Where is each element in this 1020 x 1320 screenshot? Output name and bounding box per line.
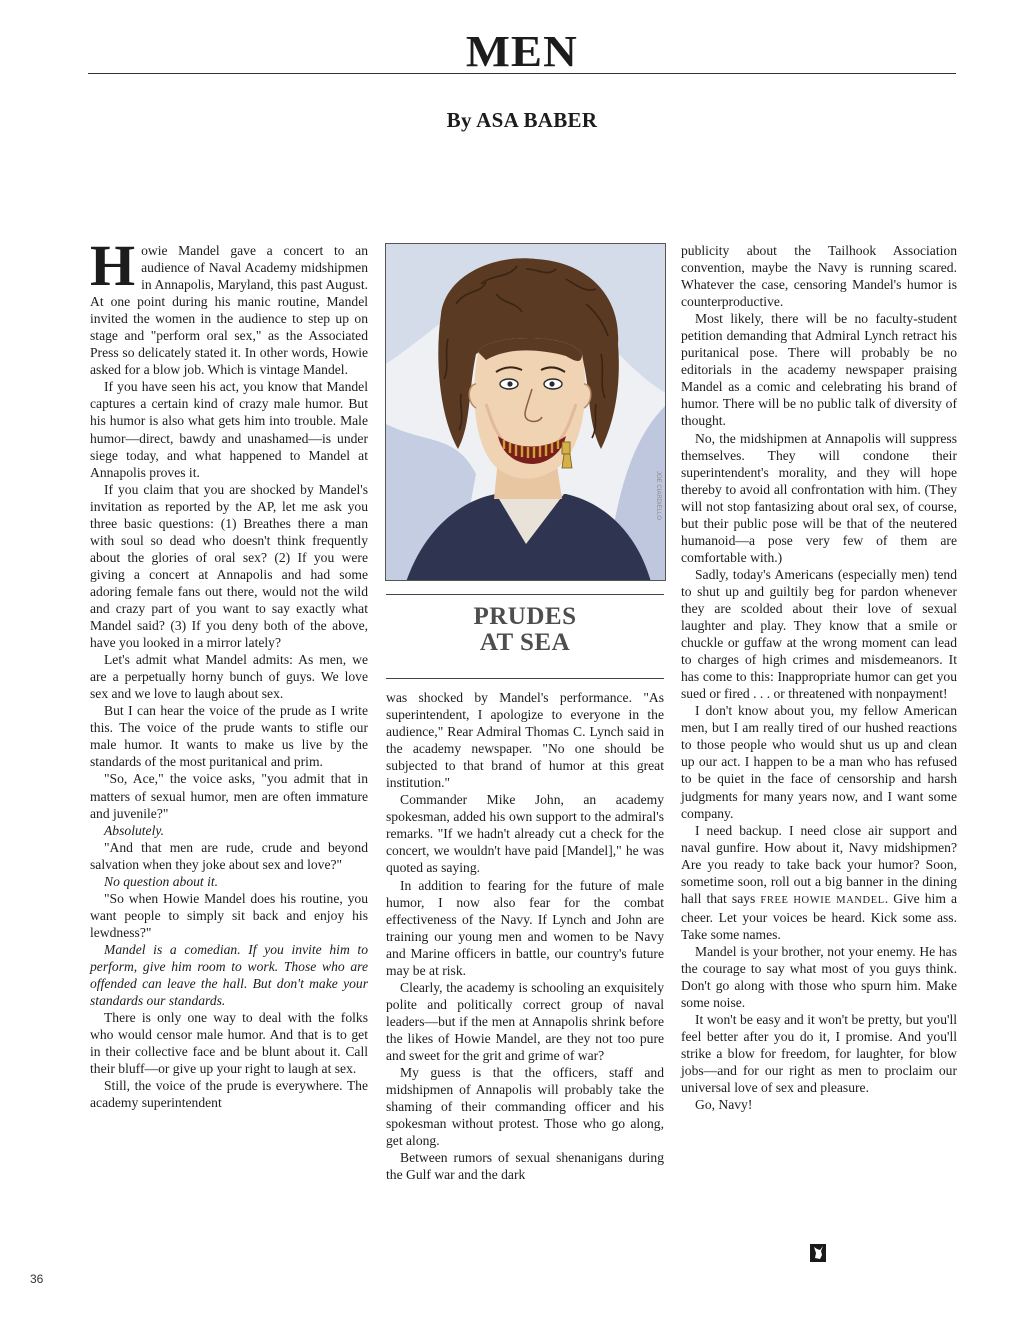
paragraph-text: . Give him a cheer. Let your voices be heard. Kick some ass. Take some names. (681, 890, 957, 942)
paragraph: Let's admit what Mandel admits: As men, we are a perpetually horny bunch of guys. We love sex and we love to laugh about sex. (90, 652, 368, 702)
paragraph: Sadly, today's Americans (especially men) tend to shut up and guiltily beg for pardon whenever they are scolded about their love of sexual laughter and play. They know that a smile or chuckle or guffaw at the wrong moment can lead to charges of high crimes and misdemeanors. It has come to this: Inappropriate humor can get you sued or fired . . . or threatened with nonpayment! (681, 566, 957, 702)
italic-reply: Mandel is a comedian. If you invite him to perform, give him room to work. Those who are offended can leave the hall. But don't make your standards our standards. (90, 941, 368, 1009)
article-headline (386, 604, 664, 656)
article-column-2 (386, 689, 664, 1183)
italic-reply: Absolutely. (104, 822, 165, 838)
paragraph: was shocked by Mandel's performance. "As superintendent, I apologize to everyone in the audience," Rear Admiral Thomas C. Lynch said in the academy newspaper. "No one should be subjected to that brand of humor at this great institution." (386, 690, 664, 791)
portrait-illustration (385, 243, 666, 581)
paragraph: Between rumors of sexual shenanigans during the Gulf war and the dark (386, 1150, 664, 1183)
paragraph: "And that men are rude, crude and beyond salvation when they joke about sex and love?" (90, 839, 368, 872)
paragraph: In addition to fearing for the future of male humor, I now also fear for the combat effectiveness of the Navy. If Lynch and John are training our young men and women to be Navy and Marine officers in battle, our country's future may be at risk. (386, 877, 664, 978)
illustration-credit: JOE CIARDIELLO (655, 470, 661, 520)
paragraph: Go, Navy! (695, 1097, 753, 1113)
paragraph: Most likely, there will be no faculty-student petition demanding that Admiral Lynch retract his puritanical pose. There will probably be no editorials in the academy newspaper praising Mandel as a comic and celebrating his brand of humor. There will be no public talk of diversity of thought. (681, 311, 957, 429)
rabbit-head-endmark-icon (810, 1244, 826, 1262)
paragraph: publicity about the Tailhook Association convention, maybe the Navy is running scared. Whatever the case, censoring Mandel's humor is counterproductive. (681, 243, 957, 310)
article-column-1 (90, 233, 368, 1111)
paragraph: Still, the voice of the prude is everywhere. The academy superintendent (90, 1078, 368, 1111)
paragraph: "So when Howie Mandel does his routine, you want people to simply sit back and enjoy his lewdness?" (90, 890, 368, 940)
byline: By ASA BABER (446, 108, 598, 132)
paragraph: I don't know about you, my fellow American men, but I am really tired of our hushed reactions to those people who would shut us up and clean up our act. I happen to be a man who has refused to be quiet in the face of censorship and harsh judgments for many years now, and I want some company. (681, 703, 957, 821)
masthead-rule (88, 73, 956, 74)
section-title: MEN (466, 27, 578, 76)
headline-line-2: AT SEA (479, 629, 571, 656)
masthead (88, 27, 956, 76)
headline-rule-bottom (386, 678, 664, 679)
paragraph: It won't be easy and it won't be pretty, but you'll feel better after you do it, I promise. And you'll strike a blow for freedom, for laughter, for blow jobs—and for our right as men to proclaim our universal love of sex and pleasure. (681, 1012, 957, 1096)
paragraph: There is only one way to deal with the folks who would censor male humor. And that is to get in their collective face and be blunt about it. Call their bluff—or give up your right to laugh at sex. (90, 1010, 368, 1077)
banner-slogan: FREE HOWIE MANDEL (760, 894, 885, 906)
article-column-3 (681, 242, 957, 1113)
paragraph: Clearly, the academy is schooling an exquisitely polite and politically correct group of naval leaders—but if the men at Annapolis shrink before the likes of Howie Mandel, are they not too pure and sweet for the grit and grime of war? (386, 979, 664, 1063)
paragraph: No, the midshipmen at Annapolis will suppress themselves. They will condone their superintendent's morality, and they will hope thereby to avoid all confrontation with him. (They will not stop fantasizing about oral sex, of course, but their public pose will be that of the neutered humanoid—a pose very few of them are comfortable with.) (681, 430, 957, 565)
paragraph-text: I need backup. I need close air support and naval gunfire. How about it, Navy midshipmen? Are you ready to take back your humor? Soon, sometime soon, roll out a big banner in the dining hall that says (681, 822, 957, 906)
paragraph: Commander Mike John, an academy spokesman, added his own support to the admiral's remarks. "If we hadn't already cut a check for the concert, we wouldn't have paid [Mandel]," he was quoted as saying. (386, 792, 664, 876)
headline-rule-top (386, 594, 664, 595)
portrait-illustration-icon (386, 244, 666, 581)
paragraph (681, 822, 957, 943)
page-number: 36 (30, 1272, 44, 1286)
drop-cap: H (90, 233, 136, 298)
paragraph: If you claim that you are shocked by Mandel's invitation as reported by the AP, let me ask you three basic questions: (1) Breathes there a man with soul so dead who doesn't think frequently about the glories of oral sex? (2) If you were giving a concert at Annapolis and had some adoring female fans out there, would not the wild and crazy part of you want to say exactly what Mandel said? (3) If you deny both of the above, have you looked in a mirror lately? (90, 481, 368, 651)
headline-line-1: PRUDES (473, 603, 577, 630)
paragraph: But I can hear the voice of the prude as I write this. The voice of the prude wants to stifle our male humor. It wants to make us live by the standards of the most puritanical and prim. (90, 703, 368, 770)
italic-reply: No question about it. (104, 873, 219, 889)
paragraph: My guess is that the officers, staff and midshipmen of Annapolis will probably take the shaming of their commanding officer and his spokesman without protest. Those who go along, get along. (386, 1065, 664, 1149)
paragraph-text: owie Mandel gave a concert to an audience of Naval Academy midshipmen in Annapolis, Maryland, this past August. At one point during his manic routine, Mandel invited the women in the audience to step up on stage and "perform oral sex," as the Associated Press so delicately stated it. In other words, Howie asked for a blow job. Which is vintage Mandel. (90, 243, 368, 378)
paragraph: If you have seen his act, you know that Mandel captures a certain kind of crazy male humor. But his humor is also what gets him into trouble. Male humor—direct, bawdy and unashamed—is under siege today, and what happened to Mandel at Annapolis proves it. (90, 379, 368, 480)
paragraph (90, 233, 368, 378)
paragraph: Mandel is your brother, not your enemy. He has the courage to say what most of you guys think. Don't go along with those who spurn him. Make some noise. (681, 943, 957, 1011)
paragraph: "So, Ace," the voice asks, "you admit that in matters of sexual humor, men are often immature and juvenile?" (90, 771, 368, 821)
